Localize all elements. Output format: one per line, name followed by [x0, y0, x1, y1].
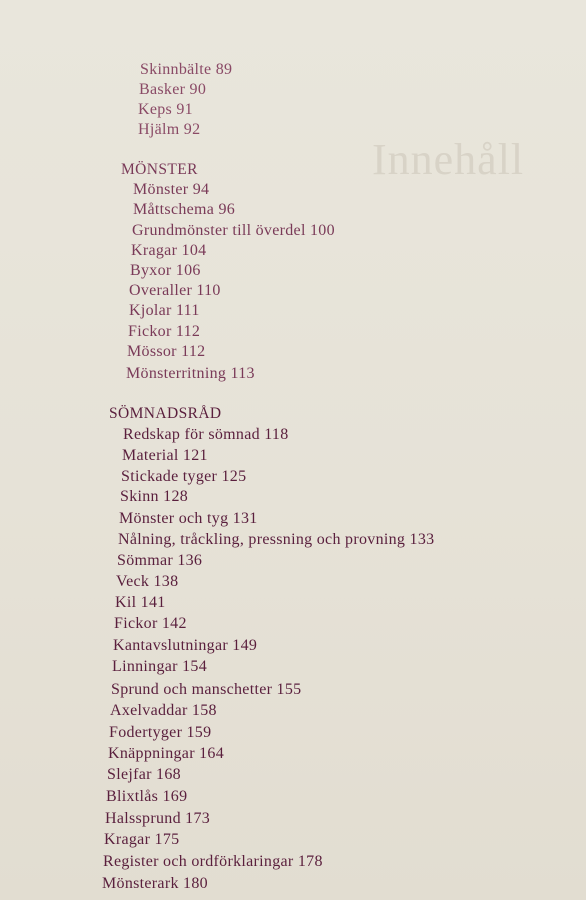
toc-entry: Sprund och manschetter 155: [111, 681, 302, 698]
section-heading: MÖNSTER: [121, 161, 198, 178]
toc-entry: Mössor 112: [127, 343, 206, 360]
toc-entry: Mönster 94: [133, 181, 210, 198]
toc-entry: Skinnbälte 89: [140, 61, 233, 78]
section-heading: SÖMNADSRÅD: [109, 405, 222, 422]
toc-entry: Blixtlås 169: [106, 788, 188, 805]
toc-entry: Basker 90: [139, 81, 207, 98]
toc-entry: Byxor 106: [130, 262, 201, 279]
background-heading: Innehåll: [372, 135, 525, 184]
toc-entry: Keps 91: [138, 101, 193, 118]
toc-entry: Fickor 112: [128, 323, 201, 340]
toc-entry: Fodertyger 159: [109, 724, 212, 741]
toc-entry: Axelvaddar 158: [110, 702, 217, 719]
toc-entry: Slejfar 168: [107, 766, 181, 783]
toc-entry: Hjälm 92: [138, 121, 201, 138]
toc-entry: Måttschema 96: [133, 201, 236, 218]
toc-entry: Nålning, tråckling, pressning och provning 133: [118, 531, 435, 548]
toc-entry: Overaller 110: [129, 282, 221, 299]
toc-entry: Mönsterritning 113: [126, 365, 255, 382]
toc-entry: Linningar 154: [112, 658, 207, 675]
toc-entry: Knäppningar 164: [108, 745, 225, 762]
toc-entry: Kragar 104: [131, 242, 207, 259]
toc-entry: Fickor 142: [114, 615, 187, 632]
toc-entry: Skinn 128: [120, 488, 189, 505]
toc-entry: Material 121: [122, 447, 208, 464]
toc-entry: Kjolar 111: [129, 302, 200, 319]
toc-entry: Register och ordförklaringar 178: [103, 853, 323, 870]
toc-entry: Redskap för sömnad 118: [123, 426, 289, 443]
toc-entry: Veck 138: [116, 573, 179, 590]
toc-entry: Mönster och tyg 131: [119, 510, 258, 527]
toc-entry: Kragar 175: [104, 831, 180, 848]
toc-entry: Sömmar 136: [117, 552, 203, 569]
toc-entry: Mönsterark 180: [102, 875, 208, 892]
toc-entry: Kantavslutningar 149: [113, 637, 258, 654]
toc-entry: Halssprund 173: [105, 810, 211, 827]
toc-entry: Grundmönster till överdel 100: [132, 222, 335, 239]
toc-entry: Kil 141: [115, 594, 166, 611]
toc-entry: Stickade tyger 125: [121, 468, 247, 485]
